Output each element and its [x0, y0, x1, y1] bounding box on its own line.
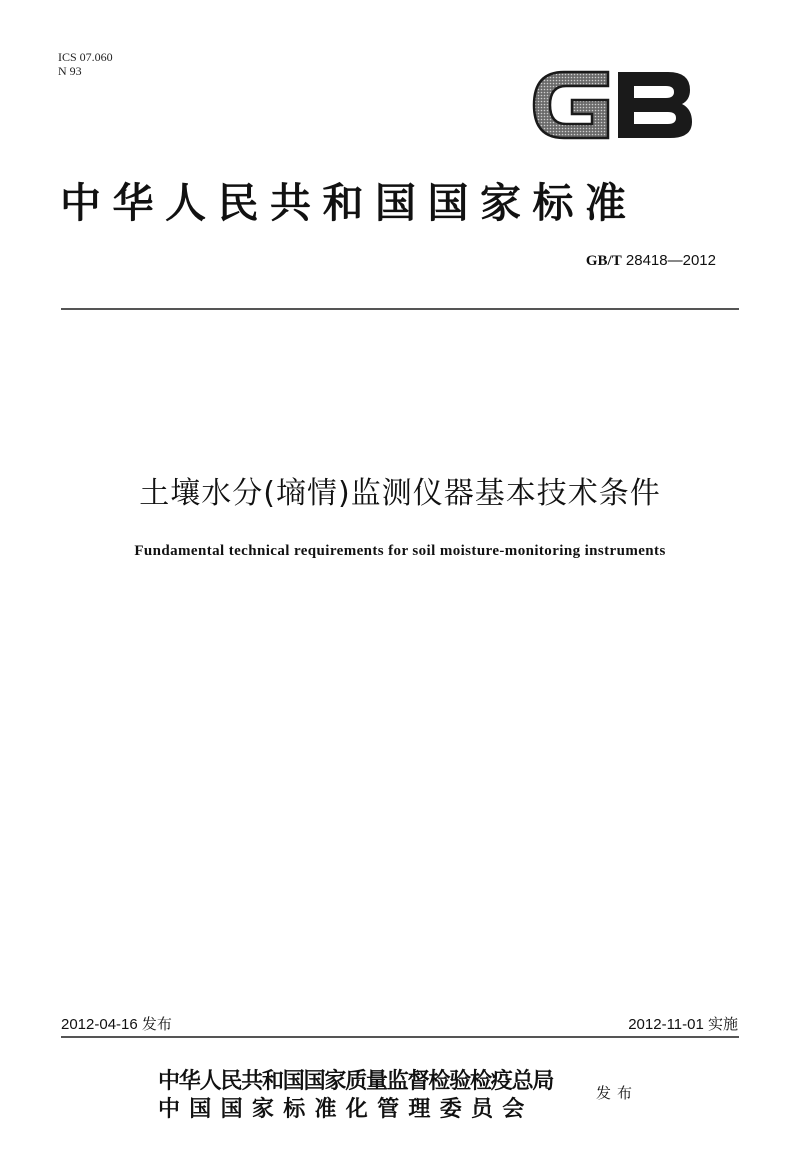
footer-divider [61, 1036, 739, 1038]
ics-code: ICS 07.060 [58, 50, 113, 64]
gb-logo-icon [528, 64, 696, 146]
issuer-sac: 中国国家标准化管理委员会 [158, 1097, 534, 1122]
standard-prefix: GB/T [585, 253, 622, 269]
header-divider [61, 308, 739, 310]
issuer-aqsiq: 中华人民共和国国家质量监督检验检疫总局 [158, 1069, 554, 1094]
standard-code: 28418—2012 [625, 252, 716, 269]
publish-date: 2012-04-16 发布 [61, 1016, 172, 1033]
standard-number [586, 252, 716, 270]
document-title-en: Fundamental technical requirements for soil moisture-monitoring instruments [134, 543, 666, 559]
national-standard-title: 中华人民共和国国家标准 [60, 179, 638, 227]
implement-date: 2012-11-01 实施 [628, 1016, 738, 1033]
classification-codes [58, 50, 113, 78]
document-title-cn: 土壤水分(墒情)监测仪器基本技术条件 [139, 476, 661, 511]
issue-label: 发布 [596, 1084, 639, 1102]
ccs-code: N 93 [58, 64, 82, 78]
